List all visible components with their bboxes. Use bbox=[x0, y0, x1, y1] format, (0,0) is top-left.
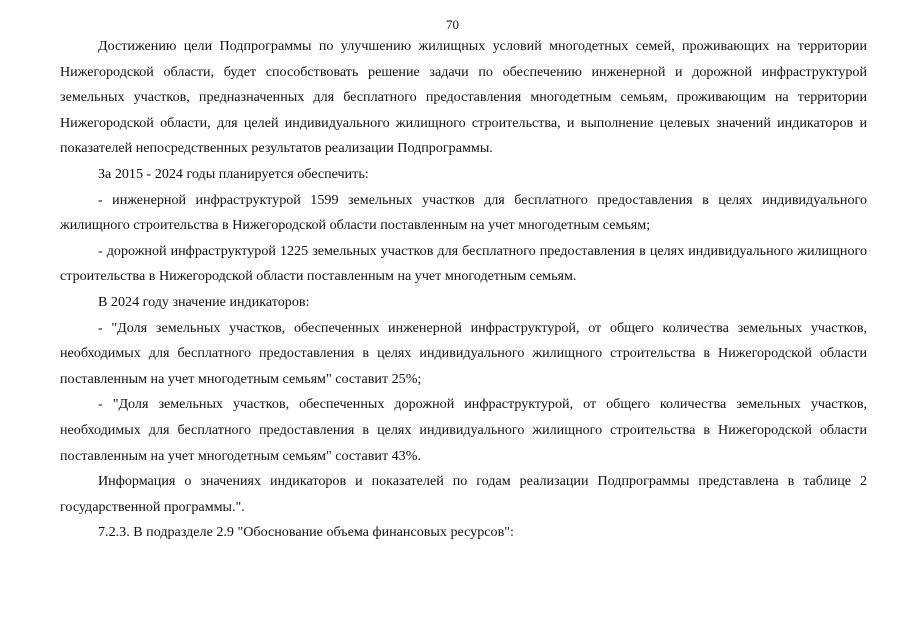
document-body bbox=[60, 34, 867, 546]
paragraph-road-infrastructure: - дорожной инфраструктурой 1225 земельных участков для бесплатного предоставления в целях индивидуального жилищного строительства в Нижегородской области поставленным на учет многодетным семьям. bbox=[60, 242, 867, 285]
paragraph-indicators-intro: В 2024 году значение индикаторов: bbox=[98, 293, 310, 310]
paragraph-indicator-engineering: - "Доля земельных участков, обеспеченных инженерной инфраструктурой, от общего количества земельных участков, необходимых для бесплатного предоставления в целях индивидуального жилищного строительства в Нижегородской области поставленным на учет многодетным семьям" составит 25%; bbox=[60, 319, 867, 387]
paragraph-table-reference: Информация о значениях индикаторов и показателей по годам реализации Подпрограммы представлена в таблице 2 государственной программы.". bbox=[60, 473, 867, 515]
paragraph-engineering-infrastructure: - инженерной инфраструктурой 1599 земельных участков для бесплатного предоставления в целях индивидуального жилищного строительства в Нижегородской области поставленным на учет многодетным семьям; bbox=[60, 191, 867, 234]
paragraph-plan-intro: За 2015 - 2024 годы планируется обеспечить: bbox=[98, 165, 369, 182]
paragraph-section-heading: 7.2.3. В подразделе 2.9 "Обоснование объема финансовых ресурсов": bbox=[98, 524, 514, 541]
paragraph-indicator-road: - "Доля земельных участков, обеспеченных дорожной инфраструктурой, от общего количества земельных участков, необходимых для бесплатного предоставления в целях индивидуального жилищного строительства в Нижегородской области поставленным на учет многодетным семьям" составит 43%. bbox=[60, 396, 867, 464]
paragraph-goal: Достижению цели Подпрограммы по улучшению жилищных условий многодетных семей, проживающих на территории Нижегородской области, будет способствовать решение задачи по обеспечению инженерной и дорожной инфраструктурой земельных участков, предназначенных для бесплатного предоставления многодетным семьям, проживающим на территории Нижегородской области, для целей индивидуального жилищного строительства, и выполнение целевых значений индикаторов и показателей непосредственных результатов реализации Подпрограммы. bbox=[60, 38, 867, 157]
page-number: 70 bbox=[446, 17, 459, 32]
